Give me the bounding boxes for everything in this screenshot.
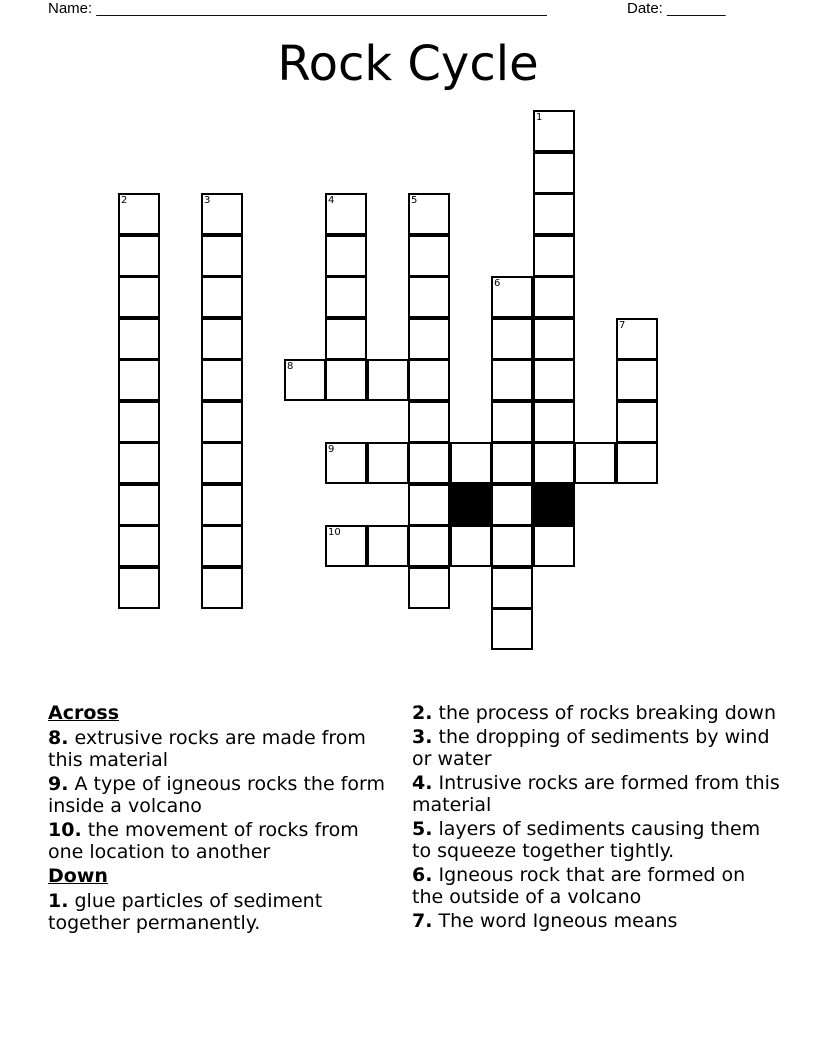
clue-text: extrusive rocks are made from this material — [48, 727, 366, 771]
grid-cell[interactable] — [533, 401, 575, 443]
grid-cell[interactable] — [533, 442, 575, 484]
grid-cell[interactable] — [491, 567, 533, 609]
grid-cell[interactable] — [408, 525, 450, 567]
grid-cell[interactable] — [201, 235, 243, 277]
grid-cell[interactable] — [201, 318, 243, 360]
cell-number: 4 — [328, 195, 335, 206]
cell-number: 9 — [328, 444, 335, 455]
clue-number: 2. — [412, 702, 433, 724]
grid-cell[interactable] — [616, 442, 658, 484]
clue-text: the movement of rocks from one location to another — [48, 819, 359, 863]
grid-cell[interactable] — [408, 401, 450, 443]
grid-cell[interactable] — [118, 359, 160, 401]
grid-cell[interactable] — [118, 484, 160, 526]
clues-right-column — [412, 702, 782, 934]
grid-cell[interactable] — [408, 276, 450, 318]
grid-cell[interactable] — [533, 359, 575, 401]
grid-cell[interactable] — [325, 442, 367, 484]
clue-down-4 — [412, 772, 782, 816]
grid-cell[interactable] — [367, 359, 409, 401]
grid-cell[interactable] — [325, 193, 367, 235]
clue-across-8 — [48, 727, 398, 771]
grid-cell[interactable] — [408, 318, 450, 360]
grid-cell[interactable] — [491, 276, 533, 318]
grid-cell[interactable] — [201, 401, 243, 443]
grid-cell[interactable] — [325, 318, 367, 360]
grid-cell[interactable] — [491, 484, 533, 526]
grid-cell[interactable] — [491, 359, 533, 401]
grid-block — [450, 484, 492, 526]
down-heading: Down — [48, 865, 108, 887]
grid-cell[interactable] — [118, 318, 160, 360]
clue-number: 4. — [412, 772, 433, 794]
grid-cell[interactable] — [408, 235, 450, 277]
clue-text: the dropping of sediments by wind or water — [412, 726, 770, 770]
clue-number: 9. — [48, 773, 69, 795]
grid-cell[interactable] — [491, 525, 533, 567]
grid-block — [533, 484, 575, 526]
grid-cell[interactable] — [201, 442, 243, 484]
clue-down-2 — [412, 702, 782, 724]
grid-cell[interactable] — [367, 525, 409, 567]
grid-cell[interactable] — [408, 442, 450, 484]
grid-cell[interactable] — [325, 276, 367, 318]
grid-cell[interactable] — [616, 401, 658, 443]
clue-down-7 — [412, 910, 782, 932]
clues-left-column — [48, 702, 398, 936]
grid-cell[interactable] — [201, 193, 243, 235]
grid-cell[interactable] — [118, 276, 160, 318]
grid-cell[interactable] — [533, 110, 575, 152]
clue-text: A type of igneous rocks the form inside a volcano — [48, 773, 385, 817]
cell-number: 2 — [121, 195, 128, 206]
grid-cell[interactable] — [325, 235, 367, 277]
date-field[interactable]: Date: _______ — [627, 0, 726, 17]
grid-cell[interactable] — [118, 525, 160, 567]
grid-cell[interactable] — [118, 193, 160, 235]
clue-text: glue particles of sediment together permanently. — [48, 890, 323, 934]
grid-cell[interactable] — [118, 567, 160, 609]
cell-number: 3 — [204, 195, 211, 206]
grid-cell[interactable] — [450, 442, 492, 484]
clue-text: Intrusive rocks are formed from this material — [412, 772, 780, 816]
grid-cell[interactable] — [450, 525, 492, 567]
grid-cell[interactable] — [408, 567, 450, 609]
clue-down-6 — [412, 864, 782, 908]
grid-cell[interactable] — [118, 401, 160, 443]
cell-number: 5 — [411, 195, 418, 206]
clue-across-9 — [48, 773, 398, 817]
grid-cell[interactable] — [408, 359, 450, 401]
clue-number: 5. — [412, 818, 433, 840]
grid-cell[interactable] — [616, 359, 658, 401]
grid-cell[interactable] — [201, 276, 243, 318]
grid-cell[interactable] — [574, 442, 616, 484]
grid-cell[interactable] — [118, 442, 160, 484]
grid-cell[interactable] — [491, 318, 533, 360]
clue-number: 1. — [48, 890, 69, 912]
grid-cell[interactable] — [533, 276, 575, 318]
grid-cell[interactable] — [201, 359, 243, 401]
clue-text: Igneous rock that are formed on the outside of a volcano — [412, 864, 746, 908]
cell-number: 6 — [494, 278, 501, 289]
grid-cell[interactable] — [118, 235, 160, 277]
grid-cell[interactable] — [201, 525, 243, 567]
clue-number: 6. — [412, 864, 433, 886]
clue-down-1 — [48, 890, 398, 934]
grid-cell[interactable] — [408, 484, 450, 526]
cell-number: 1 — [536, 112, 543, 123]
grid-cell[interactable] — [491, 442, 533, 484]
clue-down-5 — [412, 818, 782, 862]
cell-number: 8 — [287, 361, 294, 372]
clue-down-3 — [412, 726, 782, 770]
clue-number: 8. — [48, 727, 69, 749]
page-title: Rock Cycle — [277, 36, 539, 92]
grid-cell[interactable] — [284, 359, 326, 401]
grid-cell[interactable] — [533, 525, 575, 567]
grid-cell[interactable] — [616, 318, 658, 360]
across-heading: Across — [48, 702, 120, 724]
grid-cell[interactable] — [325, 525, 367, 567]
cell-number: 7 — [619, 320, 626, 331]
clue-number: 7. — [412, 910, 433, 932]
grid-cell[interactable] — [201, 567, 243, 609]
grid-cell[interactable] — [408, 193, 450, 235]
clue-text: layers of sediments causing them to squeeze together tightly. — [412, 818, 761, 862]
clue-across-10 — [48, 819, 398, 863]
grid-cell[interactable] — [533, 235, 575, 277]
cell-number: 10 — [328, 527, 341, 538]
grid-cell[interactable] — [201, 484, 243, 526]
clue-number: 10. — [48, 819, 82, 841]
clue-number: 3. — [412, 726, 433, 748]
name-field[interactable]: Name: ______________________________________________________ — [48, 0, 547, 17]
grid-cell[interactable] — [491, 401, 533, 443]
grid-cell[interactable] — [533, 193, 575, 235]
grid-cell[interactable] — [533, 318, 575, 360]
clue-text: The word Igneous means — [438, 910, 678, 932]
grid-cell[interactable] — [367, 442, 409, 484]
grid-cell[interactable] — [325, 359, 367, 401]
clue-text: the process of rocks breaking down — [438, 702, 777, 724]
grid-cell[interactable] — [533, 152, 575, 194]
grid-cell[interactable] — [491, 608, 533, 650]
